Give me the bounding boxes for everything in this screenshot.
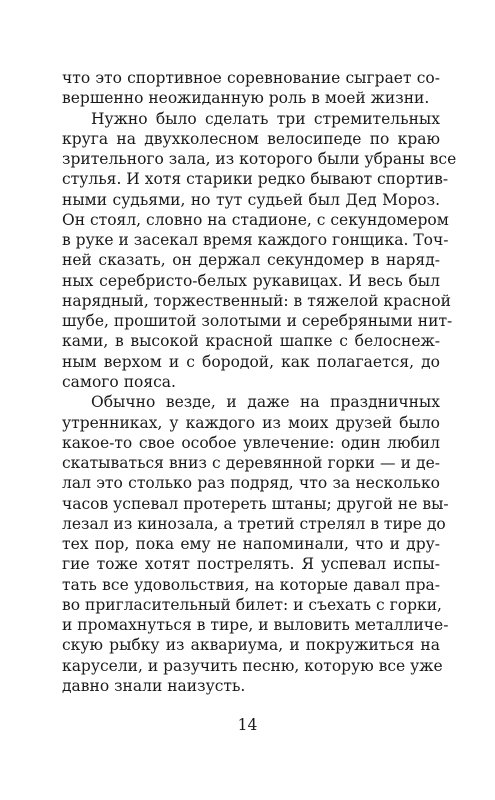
text-line: ным верхом и с бородой, как полагается, до: [62, 352, 440, 371]
text-line: и промахнуться в тире, и выловить металличе-: [62, 616, 449, 635]
text-line: гие тоже хотят пострелять. Я успевал испы-: [62, 555, 440, 574]
text-line: ными судьями, но тут судьей был Дед Мороз.: [62, 190, 440, 209]
text-line: какое-то свое особое увлечение: один любил: [62, 433, 440, 452]
text-line: в руке и засекал время каждого гонщика. Точ-: [62, 231, 449, 250]
text-line: ками, в высокой красной шапке с белоснеж-: [62, 332, 440, 351]
text-line: карусели, и разучить песню, которую все уже: [62, 656, 443, 675]
text-line: ней сказать, он держал секундомер в наряд-: [62, 251, 440, 270]
text-line: что это спортивное соревнование сыграет со-: [62, 69, 440, 87]
text-line: скую рыбку из аквариума, и покружиться на: [62, 636, 440, 655]
text-line: круга на двухколесном велосипеде по краю: [62, 129, 440, 148]
text-line: тать все удовольствия, на которые давал пра-: [62, 575, 440, 594]
text-line: самого пояса.: [62, 373, 176, 391]
text-line: утренниках, у каждого из моих друзей было: [62, 413, 440, 432]
text-line: давно знали наизусть.: [62, 677, 246, 695]
page-number: 14: [237, 716, 258, 734]
text-line: во пригласительный билет: и съехать с горки,: [62, 595, 442, 614]
text-line: шубе, прошитой золотыми и серебряными нит-: [62, 312, 453, 331]
text-line: Нужно было сделать три стремительных: [91, 109, 440, 128]
text-line: стулья. И хотя старики редко бывают спортив-: [62, 170, 449, 189]
text-line: нарядный, торжественный: в тяжелой красной: [62, 291, 451, 310]
text-line: вершенно неожиданную роль в моей жизни.: [62, 89, 430, 108]
text-line: Он стоял, словно на стадионе, с секундомером: [62, 210, 449, 229]
text-line: лал это столько раз подряд, что за несколько: [62, 474, 440, 493]
text-line: Обычно везде, и даже на праздничных: [91, 393, 440, 412]
text-line: ных серебристо-белых рукавицах. И весь был: [62, 271, 440, 290]
text-line: часов успевал протереть штаны; другой не вы-: [62, 494, 449, 513]
text-line: лезал из кинозала, а третий стрелял в тире до: [62, 514, 446, 533]
text-line: скатываться вниз с деревянной горки — и де-: [62, 454, 440, 473]
text-line: тех пор, пока ему не напоминали, что и дру-: [62, 535, 440, 554]
text-line: зрительного зала, из которого были убраны все: [62, 150, 457, 169]
